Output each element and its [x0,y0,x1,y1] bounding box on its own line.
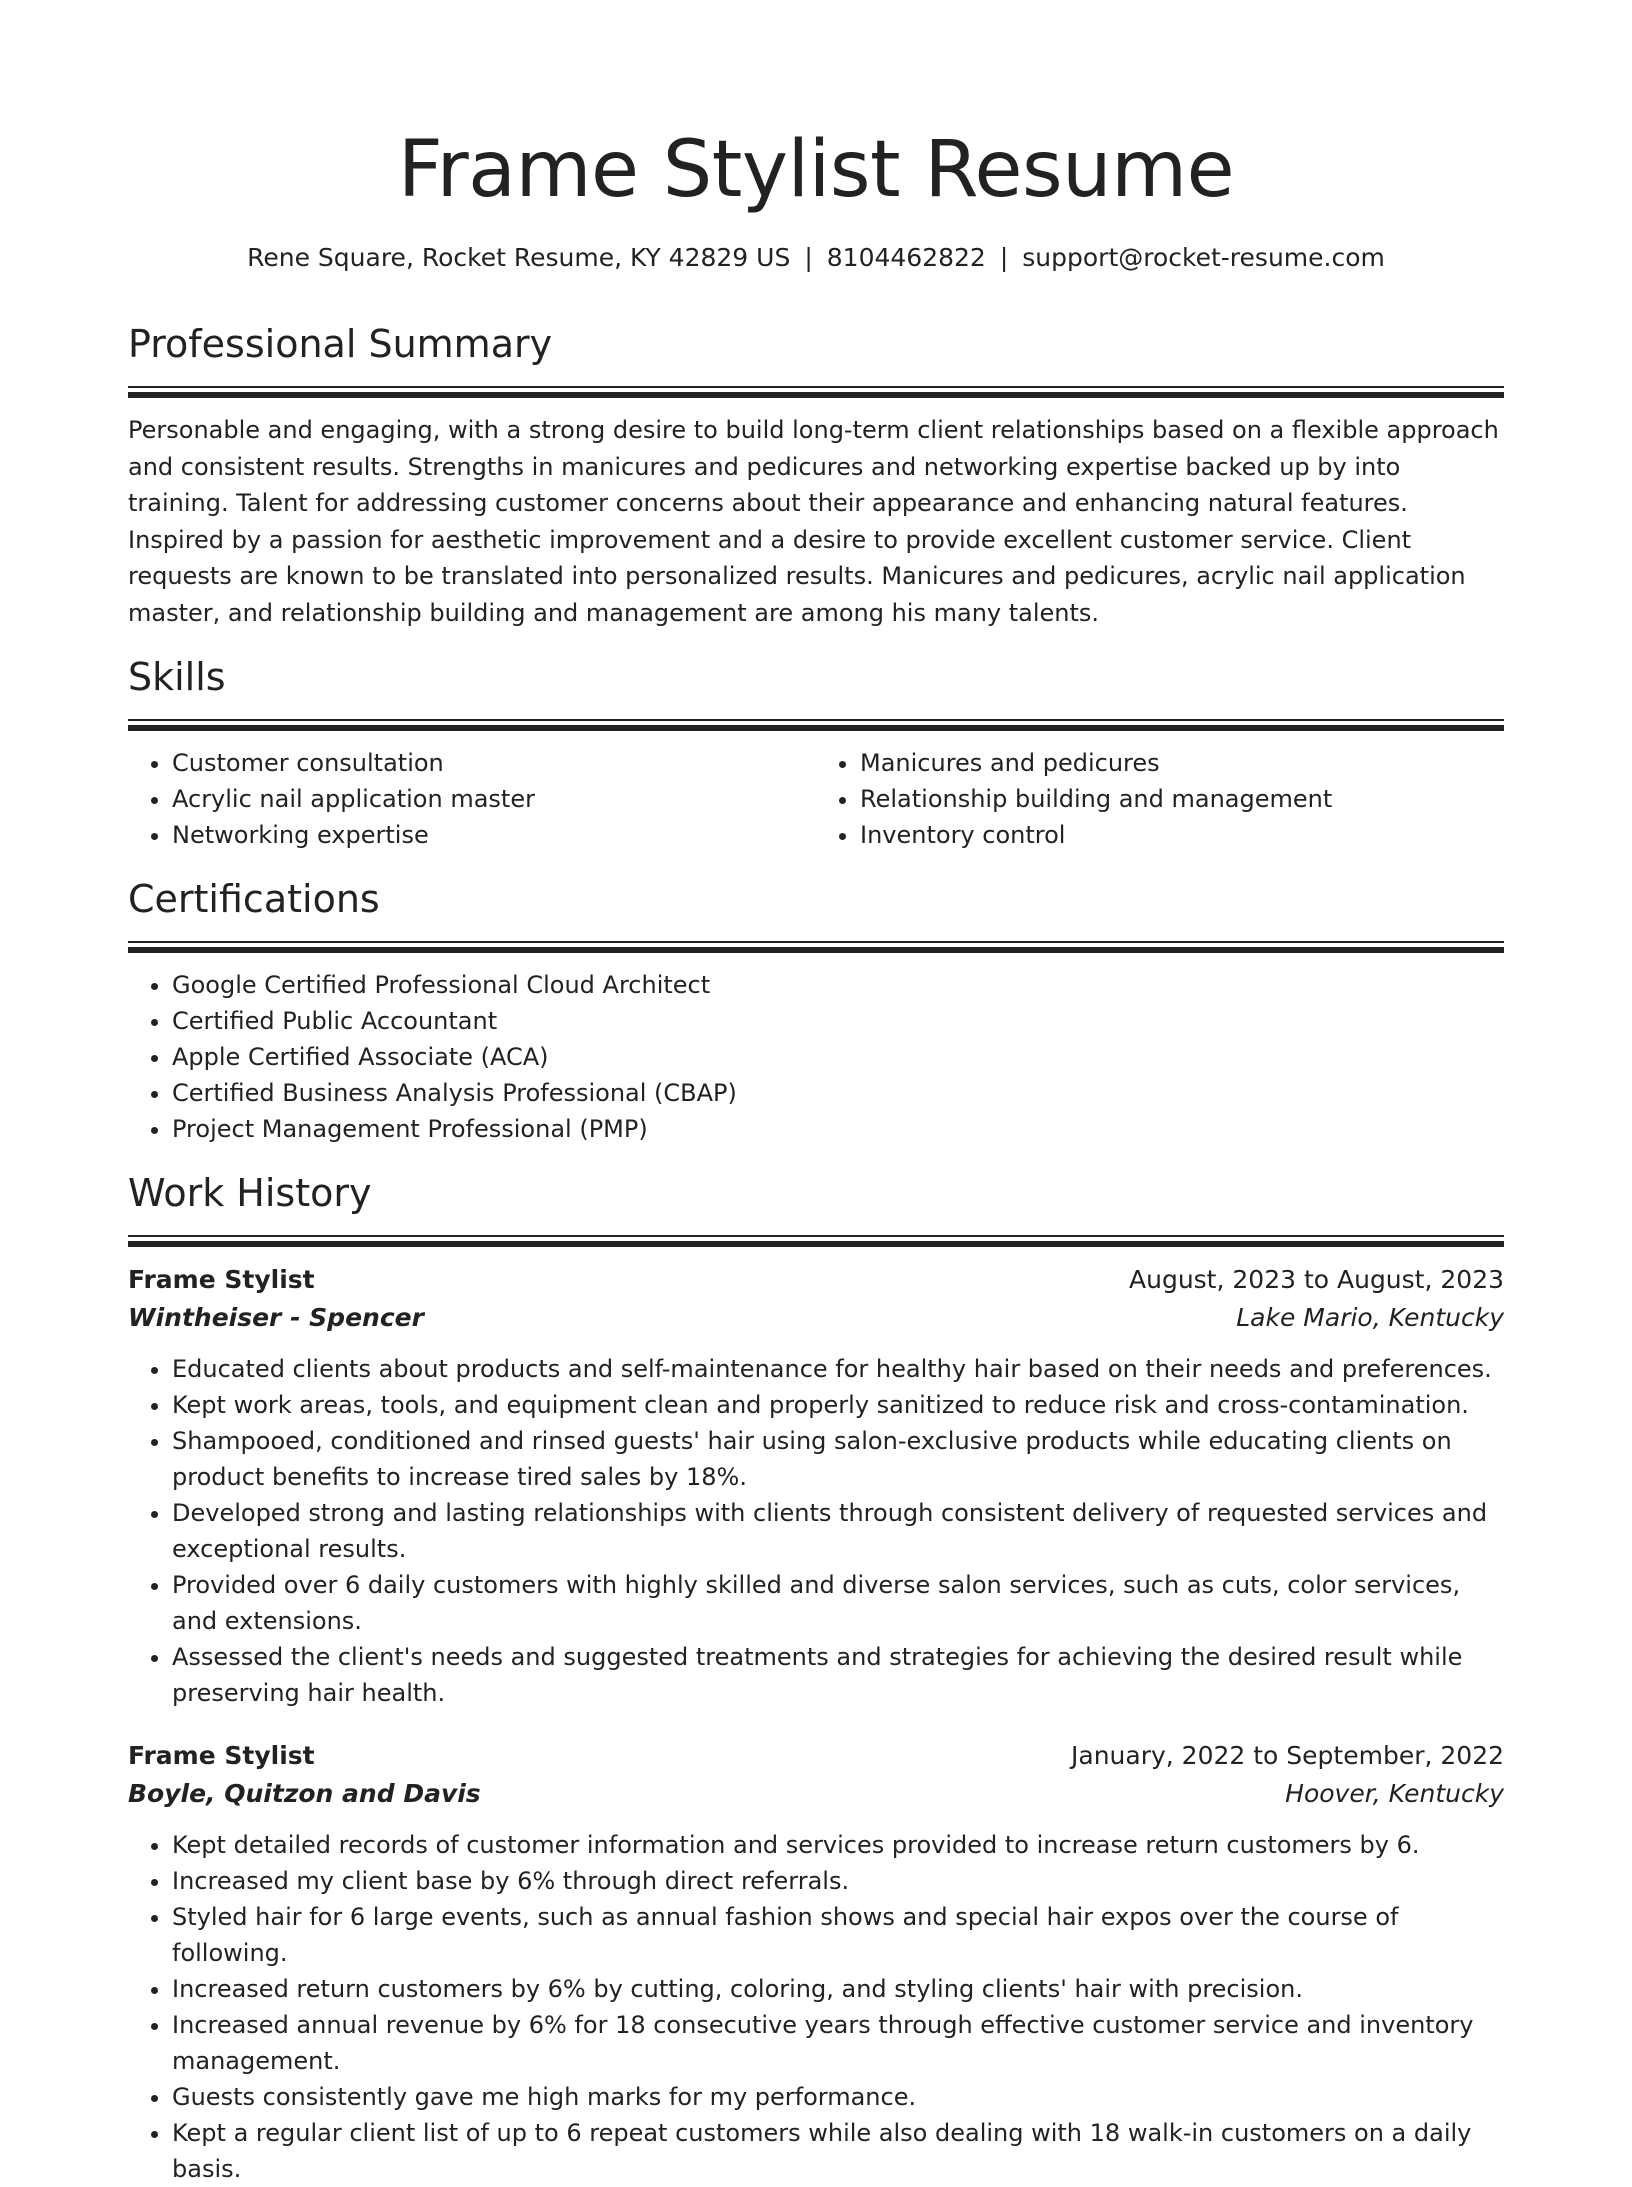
skills-section [128,649,1504,853]
job-bullet: • Guests consistently gave me high marks for my performance. [172,2079,1504,2115]
skills-list-right [816,745,1504,853]
certification-item: • Google Certified Professional Cloud Architect [172,967,1504,1003]
skills-columns [128,745,1504,853]
job-header-row [128,1737,1504,1775]
job-bullet: • Increased annual revenue by 6% for 18 consecutive years through effective customer service and inventory management. [172,2007,1504,2079]
page-title: Frame Stylist Resume [397,125,1235,215]
skill-item: • Manicures and pedicures [860,745,1504,781]
certifications-list [128,967,1504,1147]
job-entry [128,1737,1504,2187]
job-bullet: • Increased return customers by 6% by cutting, coloring, and styling clients' hair with precision. [172,1971,1504,2007]
work-history-section [128,1165,1504,2187]
job-bullet: • Educated clients about products and self-maintenance for healthy hair based on their needs and preferences. [172,1351,1504,1387]
contact-email: support@rocket-resume.com [1022,243,1385,272]
job-dates: January, 2022 to September, 2022 [1071,1741,1504,1770]
contact-phone: 8104462822 [826,243,986,272]
job-location: Lake Mario, Kentucky [1236,1303,1504,1332]
contact-separator: | [804,243,813,272]
certification-item: • Apple Certified Associate (ACA) [172,1039,1504,1075]
job-company: Wintheiser - Spencer [128,1303,424,1332]
job-title: Frame Stylist [128,1265,315,1294]
job-bullets [128,1351,1504,1711]
job-dates: August, 2023 to August, 2023 [1129,1265,1504,1294]
job-bullet: • Styled hair for 6 large events, such as annual fashion shows and special hair expos over the course of following. [172,1899,1504,1971]
job-company: Boyle, Quitzon and Davis [128,1779,481,1808]
job-bullet: • Increased my client base by 6% through direct referrals. [172,1863,1504,1899]
job-bullets [128,1827,1504,2187]
job-title: Frame Stylist [128,1741,315,1770]
skills-heading: Skills [128,655,226,699]
skill-item: • Acrylic nail application master [172,781,816,817]
job-header-row [128,1261,1504,1299]
section-divider [128,1235,1504,1247]
job-bullet: • Kept a regular client list of up to 6 repeat customers while also dealing with 18 walk-in customers on a daily basis. [172,2115,1504,2187]
skill-item: • Customer consultation [172,745,816,781]
summary-section [128,316,1504,631]
section-divider [128,719,1504,731]
job-location: Hoover, Kentucky [1285,1779,1504,1808]
certification-item: • Project Management Professional (PMP) [172,1111,1504,1147]
skill-item: • Inventory control [860,817,1504,853]
job-bullet: • Shampooed, conditioned and rinsed guests' hair using salon-exclusive products while educating clients on product benefits to increase tired sales by 18%. [172,1423,1504,1495]
summary-heading: Professional Summary [128,322,553,366]
job-bullet: • Kept work areas, tools, and equipment clean and properly sanitized to reduce risk and cross-contamination. [172,1387,1504,1423]
job-company-row [128,1775,1504,1813]
work-history-heading: Work History [128,1171,372,1215]
job-bullet: • Kept detailed records of customer information and services provided to increase return customers by 6. [172,1827,1504,1863]
certifications-section [128,871,1504,1147]
skill-item: • Relationship building and management [860,781,1504,817]
certification-item: • Certified Public Accountant [172,1003,1504,1039]
contact-line [128,240,1504,276]
job-company-row [128,1299,1504,1337]
skill-item: • Networking expertise [172,817,816,853]
section-divider [128,941,1504,953]
job-bullet: • Assessed the client's needs and suggested treatments and strategies for achieving the desired result while preserving hair health. [172,1639,1504,1711]
certifications-heading: Certifications [128,877,380,921]
job-entry [128,1261,1504,1711]
summary-text: Personable and engaging, with a strong desire to build long-term client relationships based on a flexible approach and consistent results. Strengths in manicures and pedicures and networking expertise backed up by into training. Talent for addressing customer concerns about their appearance and enhancing natural features. Inspired by a passion for aesthetic improvement and a desire to provide excellent customer service. Client requests are known to be translated into personalized results. Manicures and pedicures, acrylic nail application master, and relationship building and management are among his many talents. [128,416,1499,627]
section-divider [128,386,1504,398]
job-bullet: • Provided over 6 daily customers with highly skilled and diverse salon services, such as cuts, color services, and extensions. [172,1567,1504,1639]
contact-address: Rene Square, Rocket Resume, KY 42829 US [247,243,791,272]
certification-item: • Certified Business Analysis Professional (CBAP) [172,1075,1504,1111]
job-bullet: • Developed strong and lasting relationships with clients through consistent delivery of requested services and exceptional results. [172,1495,1504,1567]
contact-separator: | [999,243,1009,272]
skills-list-left [128,745,816,853]
